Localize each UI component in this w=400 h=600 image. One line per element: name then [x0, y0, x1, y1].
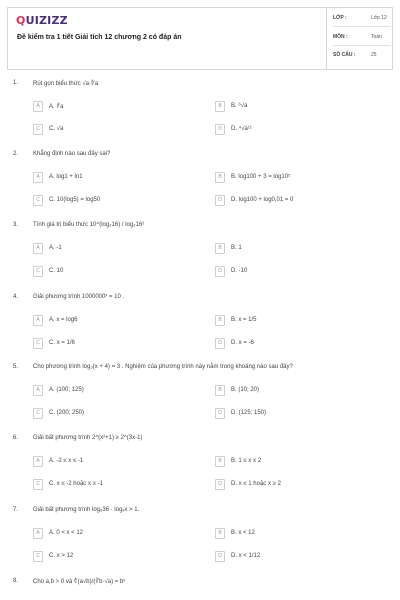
question-number: 3.	[13, 222, 19, 228]
option-letter: A	[33, 528, 43, 539]
option-text: C. x > 12	[49, 553, 74, 559]
meta-value: 25	[371, 52, 377, 58]
option-letter: A	[33, 315, 43, 326]
worksheet-header	[7, 7, 393, 70]
option-text: A. ∜a	[49, 104, 64, 110]
option-letter: C	[33, 266, 43, 277]
option-letter: D	[215, 551, 225, 562]
option-text: B. 1 ≤ x ≤ 2	[231, 458, 262, 464]
question-text: Giải phương trình 1000000ˣ = 10 .	[33, 294, 125, 300]
option-text: D. ⁴√a¹¹	[231, 126, 252, 132]
question-8	[0, 578, 400, 598]
option-text: C. x ≤ -2 hoặc x ≥ -1	[49, 481, 103, 487]
option-letter: B	[215, 101, 225, 112]
question-4	[0, 294, 400, 364]
option-letter: B	[215, 456, 225, 467]
option-text: C. 10	[49, 268, 64, 274]
meta-key: LỚP :	[333, 15, 347, 21]
option-letter: A	[33, 243, 43, 254]
option-letter: A	[33, 172, 43, 183]
question-text: Giải bất phương trình log₆36 · logₓx > 1.	[33, 507, 140, 513]
option-letter: B	[215, 243, 225, 254]
option-text: D. x ≤ 1 hoặc x ≥ 2	[231, 481, 281, 487]
option-letter: B	[215, 172, 225, 183]
option-letter: A	[33, 385, 43, 396]
meta-key: MÔN :	[333, 34, 348, 40]
option-text: A. 0 < x < 12	[49, 530, 84, 536]
question-text: Khẳng định nào sau đây sai?	[33, 151, 111, 157]
question-number: 2.	[13, 151, 19, 157]
question-6	[0, 435, 400, 505]
question-text: Cho phương trình log₃(x + 4) = 3 . Nghiệm của phương trình này nằm trong khoảng nào sau đây?	[33, 364, 293, 370]
divider	[333, 26, 391, 27]
question-number: 1.	[13, 80, 19, 86]
document-title: Đề kiểm tra 1 tiết Giải tích 12 chương 2 có đáp án	[17, 34, 182, 41]
option-letter: D	[215, 266, 225, 277]
question-text: Tính giá trị biểu thức 10^(log₂16) / log₂16²	[33, 222, 145, 228]
question-2	[0, 151, 400, 221]
option-text: C. √a	[49, 126, 64, 132]
option-letter: B	[215, 385, 225, 396]
question-text: Rút gọn biểu thức √a·∜a	[33, 81, 99, 87]
option-text: B. x = 1/5	[231, 317, 257, 323]
option-text: A. x = log6	[49, 317, 78, 323]
option-letter: A	[33, 456, 43, 467]
meta-panel	[326, 8, 393, 69]
option-text: A. -1	[49, 245, 62, 251]
meta-row-class	[333, 13, 391, 23]
question-3	[0, 222, 400, 292]
option-letter: C	[33, 408, 43, 419]
option-letter: C	[33, 338, 43, 349]
quizizz-logo[interactable]: QUIZIZZ	[16, 14, 68, 27]
question-5	[0, 364, 400, 434]
question-number: 4.	[13, 294, 19, 300]
option-letter: D	[215, 338, 225, 349]
divider	[333, 45, 391, 46]
option-text: B. x < 12	[231, 530, 255, 536]
option-letter: B	[215, 528, 225, 539]
option-letter: A	[33, 101, 43, 112]
meta-value: Toán	[371, 34, 382, 40]
meta-row-subject	[333, 32, 391, 42]
question-1	[0, 80, 400, 150]
option-text: A. log1 + ln1	[49, 174, 83, 180]
option-text: C. 10(log5) = log50	[49, 197, 101, 203]
question-number: 5.	[13, 364, 19, 370]
option-letter: D	[215, 479, 225, 490]
option-text: B. (10; 20)	[231, 387, 260, 393]
option-letter: C	[33, 195, 43, 206]
meta-key: SỐ CÂU :	[333, 52, 356, 58]
option-letter: B	[215, 315, 225, 326]
option-text: B. log100 + 3 = log10⁵	[231, 174, 291, 180]
option-letter: D	[215, 408, 225, 419]
option-text: D. x < 1/12	[231, 553, 261, 559]
option-text: D. x = -6	[231, 340, 254, 346]
option-letter: D	[215, 124, 225, 135]
meta-value: Lớp 12	[371, 15, 387, 21]
question-text: Giải bất phương trình 2^(x²+1) ≥ 2^(3x-1)	[33, 435, 143, 441]
option-text: A. -2 ≤ x ≤ -1	[49, 458, 84, 464]
option-letter: C	[33, 479, 43, 490]
option-letter: D	[215, 195, 225, 206]
question-text: Cho a,b > 0 và ∜(a√b)/(∛b·√a) = bˣ	[33, 579, 126, 585]
option-text: A. (100; 125)	[49, 387, 84, 393]
option-letter: C	[33, 124, 43, 135]
option-text: B. ⁶√a	[231, 103, 248, 109]
option-letter: C	[33, 551, 43, 562]
question-7	[0, 507, 400, 577]
option-text: D. log100 + log0,01 = 0	[231, 197, 294, 203]
option-text: C. x = 1/6	[49, 340, 75, 346]
question-number: 8.	[13, 578, 19, 584]
question-number: 7.	[13, 507, 19, 513]
meta-row-count	[333, 50, 391, 60]
question-number: 6.	[13, 435, 19, 441]
option-text: C. (200; 250)	[49, 410, 85, 416]
option-text: D. -10	[231, 268, 248, 274]
option-text: D. (125; 150)	[231, 410, 267, 416]
option-text: B. 1	[231, 245, 242, 251]
